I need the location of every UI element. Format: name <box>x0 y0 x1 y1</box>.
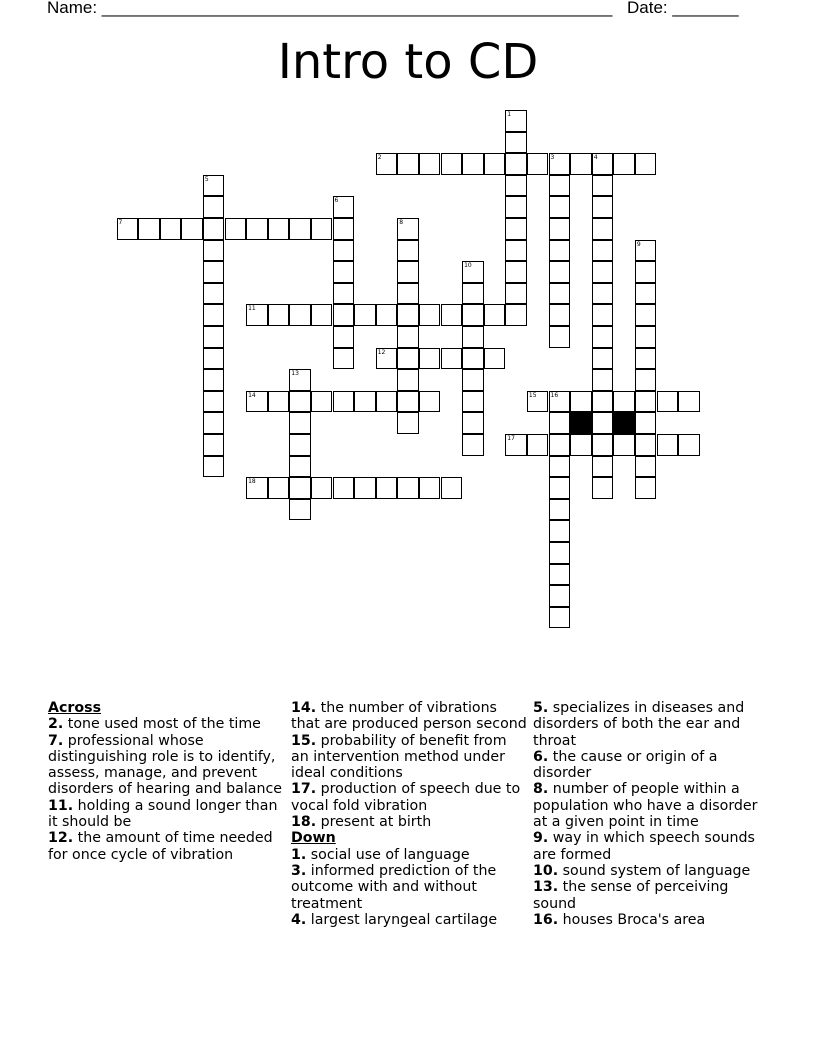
grid-cell[interactable] <box>376 348 398 370</box>
grid-cell[interactable] <box>462 434 484 456</box>
grid-cell[interactable] <box>333 348 355 370</box>
across-heading: Across <box>48 700 102 716</box>
grid-cell[interactable] <box>678 391 700 413</box>
grid-cell[interactable] <box>592 153 614 175</box>
cell-number: 15 <box>528 391 537 399</box>
cell-number: 14 <box>248 391 256 399</box>
grid-cell[interactable] <box>333 218 355 240</box>
grid-cell[interactable] <box>592 391 614 413</box>
grid-cell[interactable] <box>505 434 527 456</box>
clue-across-18: 18. present at birth <box>291 814 432 831</box>
grid-cell[interactable] <box>203 196 225 218</box>
grid-cell[interactable] <box>635 412 657 434</box>
grid-cell[interactable] <box>397 153 419 175</box>
grid-cell[interactable] <box>549 240 571 262</box>
grid-cell[interactable] <box>549 304 571 326</box>
grid-cell[interactable] <box>181 218 203 240</box>
grid-cell[interactable] <box>462 412 484 434</box>
grid-cell[interactable] <box>462 261 484 283</box>
grid-cell[interactable] <box>592 477 614 499</box>
grid-cell[interactable] <box>289 477 311 499</box>
grid-cell[interactable] <box>462 326 484 348</box>
grid-cell[interactable] <box>570 391 592 413</box>
grid-cell[interactable] <box>333 391 355 413</box>
clue-across-14: 14. the number of vibrations that are produced person second <box>291 700 527 733</box>
clue-across-12: 12. the amount of time needed for once cycle of vibration <box>48 830 273 863</box>
cell-number: 10 <box>464 262 472 270</box>
clue-down-13: 13. the sense of perceiving sound <box>533 879 729 912</box>
grid-cell[interactable] <box>441 304 463 326</box>
grid-cell[interactable] <box>592 326 614 348</box>
grid-cell[interactable] <box>311 477 333 499</box>
grid-cell[interactable] <box>289 412 311 434</box>
grid-cell[interactable] <box>397 412 419 434</box>
grid-cell[interactable] <box>613 434 635 456</box>
grid-cell[interactable] <box>635 240 657 262</box>
clue-column-2 <box>291 700 527 928</box>
cell-number: 17 <box>507 435 515 442</box>
grid-cell[interactable] <box>462 369 484 391</box>
grid-cell[interactable] <box>635 304 657 326</box>
grid-cell[interactable] <box>592 218 614 240</box>
grid-cell[interactable] <box>505 240 527 262</box>
cell-number: 2 <box>377 154 382 162</box>
grid-cell[interactable] <box>505 218 527 240</box>
grid-cell[interactable] <box>333 477 355 499</box>
grid-cell[interactable] <box>505 110 527 132</box>
grid-cell[interactable] <box>549 585 571 607</box>
grid-cell[interactable] <box>289 304 311 326</box>
grid-cell[interactable] <box>289 499 311 521</box>
grid-cell[interactable] <box>635 348 657 370</box>
grid-cell[interactable] <box>592 412 614 434</box>
grid-cell[interactable] <box>549 564 571 586</box>
grid-cell[interactable] <box>592 240 614 262</box>
grid-cell[interactable] <box>246 477 268 499</box>
grid-cell[interactable] <box>635 261 657 283</box>
grid-cell[interactable] <box>441 153 463 175</box>
grid-cell[interactable] <box>333 304 355 326</box>
grid-cell[interactable] <box>592 456 614 478</box>
grid-cell[interactable] <box>333 196 355 218</box>
grid-cell[interactable] <box>268 477 290 499</box>
grid-cell[interactable] <box>462 153 484 175</box>
page-title: Intro to CD <box>277 34 539 90</box>
clue-down-9: 9. way in which speech sounds are formed <box>533 830 755 863</box>
grid-cell[interactable] <box>397 326 419 348</box>
grid-cell[interactable] <box>289 434 311 456</box>
grid-cell[interactable] <box>592 304 614 326</box>
grid-cell[interactable] <box>311 218 333 240</box>
grid-cell[interactable] <box>268 391 290 413</box>
grid-cell[interactable] <box>419 391 441 413</box>
grid-cell[interactable] <box>397 477 419 499</box>
grid-cell[interactable] <box>441 477 463 499</box>
cell-number: 18 <box>248 478 256 486</box>
grid-cell[interactable] <box>397 283 419 305</box>
grid-cell[interactable] <box>354 477 376 499</box>
grid-cell[interactable] <box>203 261 225 283</box>
grid-cell[interactable] <box>635 369 657 391</box>
clue-down-3: 3. informed prediction of the outcome with and without treatment <box>291 862 497 912</box>
grid-cell[interactable] <box>462 283 484 305</box>
grid-cell[interactable] <box>397 240 419 262</box>
grid-cell[interactable] <box>203 348 225 370</box>
grid-cell[interactable] <box>570 153 592 175</box>
date-field[interactable]: Date: _______ <box>627 0 739 17</box>
cell-number: 9 <box>636 240 641 248</box>
clue-across-11: 11. holding a sound longer than it should be <box>48 797 278 831</box>
grid-cell[interactable] <box>419 304 441 326</box>
cell-number: 7 <box>118 219 123 226</box>
grid-cell[interactable] <box>549 196 571 218</box>
grid-cell[interactable] <box>160 218 182 240</box>
grid-cell[interactable] <box>203 326 225 348</box>
grid-cell[interactable] <box>354 304 376 326</box>
name-field[interactable]: Name: ______________________________________________________ <box>47 0 613 17</box>
grid-cell[interactable] <box>397 304 419 326</box>
grid-cell[interactable] <box>203 240 225 262</box>
grid-cell[interactable] <box>268 218 290 240</box>
grid-cell[interactable] <box>592 369 614 391</box>
grid-cell[interactable] <box>333 261 355 283</box>
grid-cell[interactable] <box>289 391 311 413</box>
grid-cell[interactable] <box>462 348 484 370</box>
grid-cell[interactable] <box>613 391 635 413</box>
grid-cell[interactable] <box>289 218 311 240</box>
grid-cell[interactable] <box>549 283 571 305</box>
grid-cell[interactable] <box>505 261 527 283</box>
grid-cell[interactable] <box>505 132 527 154</box>
grid-cell[interactable] <box>376 477 398 499</box>
grid-cell[interactable] <box>505 153 527 175</box>
grid-cell[interactable] <box>549 477 571 499</box>
grid-cell[interactable] <box>419 348 441 370</box>
grid-cell[interactable] <box>592 196 614 218</box>
grid-cell[interactable] <box>635 326 657 348</box>
grid-cell[interactable] <box>592 348 614 370</box>
grid-cell[interactable] <box>549 218 571 240</box>
cell-number: 8 <box>399 219 404 226</box>
grid-cell[interactable] <box>268 304 290 326</box>
cell-number: 4 <box>593 154 598 162</box>
grid-cell[interactable] <box>225 218 247 240</box>
grid-cell[interactable] <box>549 499 571 521</box>
grid-cell[interactable] <box>549 326 571 348</box>
grid-cell[interactable] <box>289 369 311 391</box>
grid-cell[interactable] <box>117 218 139 240</box>
grid-cell[interactable] <box>505 283 527 305</box>
clue-across-17: 17. production of speech due to vocal fold vibration <box>291 781 521 814</box>
grid-cell[interactable] <box>635 434 657 456</box>
grid-cell[interactable] <box>549 607 571 629</box>
grid-cell[interactable] <box>419 477 441 499</box>
grid-cell[interactable] <box>549 520 571 542</box>
grid-cell[interactable] <box>505 304 527 326</box>
clue-across-2: 2. tone used most of the time <box>48 716 261 733</box>
clue-across-7: 7. professional whose distinguishing role is to identify, assess, manage, and prevent disorders of hearing and balance <box>48 732 283 798</box>
grid-cell[interactable] <box>203 456 225 478</box>
grid-cell[interactable] <box>397 369 419 391</box>
grid-cell[interactable] <box>376 304 398 326</box>
grid-cell[interactable] <box>592 261 614 283</box>
grid-cell[interactable] <box>505 175 527 197</box>
grid-cell[interactable] <box>203 218 225 240</box>
grid-cell[interactable] <box>592 283 614 305</box>
grid-cell[interactable] <box>203 304 225 326</box>
grid-cell[interactable] <box>657 434 679 456</box>
grid-cell[interactable] <box>138 218 160 240</box>
cell-number: 3 <box>550 154 555 162</box>
grid-cell[interactable] <box>311 391 333 413</box>
cell-number: 16 <box>550 391 559 399</box>
clue-down-10: 10. sound system of language <box>533 862 751 879</box>
grid-cell[interactable] <box>333 326 355 348</box>
clue-down-8: 8. number of people within a population who have a disorder at a given point in time <box>533 781 758 831</box>
grid-cell[interactable] <box>570 434 592 456</box>
grid-cell[interactable] <box>505 196 527 218</box>
grid-cell[interactable] <box>635 477 657 499</box>
clue-down-4: 4. largest laryngeal cartilage <box>291 911 498 928</box>
down-heading: Down <box>291 830 336 847</box>
grid-cell[interactable] <box>549 456 571 478</box>
grid-cell[interactable] <box>376 391 398 413</box>
grid-cell[interactable] <box>246 304 268 326</box>
grid-cell[interactable] <box>484 348 506 370</box>
grid-cell[interactable] <box>203 391 225 413</box>
grid-cell[interactable] <box>419 153 441 175</box>
clue-across-15: 15. probability of benefit from an intervention method under ideal conditions <box>291 732 507 782</box>
grid-cell[interactable] <box>484 304 506 326</box>
grid-cell[interactable] <box>333 283 355 305</box>
grid-cell[interactable] <box>289 456 311 478</box>
cell-number: 12 <box>377 348 386 356</box>
grid-cell[interactable] <box>527 153 549 175</box>
clue-down-6: 6. the cause or origin of a disorder <box>533 748 718 782</box>
grid-cell[interactable] <box>549 434 571 456</box>
clue-down-5: 5. specializes in diseases and disorders of both the ear and throat <box>533 700 745 749</box>
grid-cell[interactable] <box>397 218 419 240</box>
grid-cell[interactable] <box>592 175 614 197</box>
grid-cell[interactable] <box>549 412 571 434</box>
grid-cell[interactable] <box>354 391 376 413</box>
blocked-cell <box>570 412 592 434</box>
grid-cell[interactable] <box>203 412 225 434</box>
grid-cell[interactable] <box>203 369 225 391</box>
grid-cell[interactable] <box>246 391 268 413</box>
grid-cell[interactable] <box>549 542 571 564</box>
blocked-cell <box>613 412 635 434</box>
grid-cell[interactable] <box>549 261 571 283</box>
grid-cell[interactable] <box>635 391 657 413</box>
grid-cell[interactable] <box>397 391 419 413</box>
grid-cell[interactable] <box>657 391 679 413</box>
grid-cell[interactable] <box>397 348 419 370</box>
cell-number: 5 <box>204 175 209 183</box>
grid-cell[interactable] <box>527 391 549 413</box>
clue-column-3 <box>533 700 773 928</box>
grid-cell[interactable] <box>203 175 225 197</box>
grid-cell[interactable] <box>613 153 635 175</box>
grid-cell[interactable] <box>462 391 484 413</box>
grid-cell[interactable] <box>376 153 398 175</box>
grid-cell[interactable] <box>246 218 268 240</box>
clue-down-16: 16. houses Broca's area <box>533 911 706 928</box>
grid-cell[interactable] <box>203 434 225 456</box>
clue-down-1: 1. social use of language <box>291 846 470 863</box>
grid-cell[interactable] <box>203 283 225 305</box>
grid-cell[interactable] <box>311 304 333 326</box>
grid-cell[interactable] <box>635 456 657 478</box>
cell-number: 6 <box>334 197 339 205</box>
grid-cell[interactable] <box>527 434 549 456</box>
clue-column-1 <box>48 700 286 863</box>
grid-cell[interactable] <box>592 434 614 456</box>
grid-cell[interactable] <box>549 175 571 197</box>
cell-number: 11 <box>248 305 256 313</box>
grid-cell[interactable] <box>441 348 463 370</box>
grid-cell[interactable] <box>397 261 419 283</box>
cell-number: 1 <box>507 111 512 118</box>
grid-cell[interactable] <box>484 153 506 175</box>
grid-cell[interactable] <box>549 391 571 413</box>
grid-cell[interactable] <box>333 240 355 262</box>
grid-cell[interactable] <box>678 434 700 456</box>
grid-cell[interactable] <box>635 153 657 175</box>
cell-number: 13 <box>291 370 299 378</box>
grid-cell[interactable] <box>462 304 484 326</box>
grid-cell[interactable] <box>635 283 657 305</box>
grid-cell[interactable] <box>549 153 571 175</box>
